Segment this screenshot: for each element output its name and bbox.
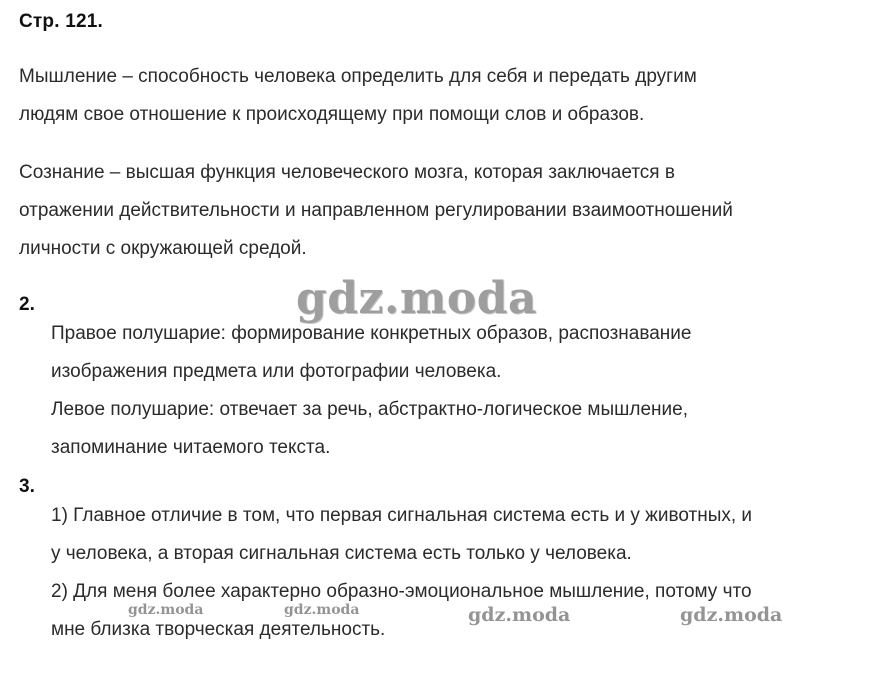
text-line: Правое полушарие: формирование конкретных образов, распознавание: [51, 323, 692, 344]
text-line: мне близка творческая деятельность.: [51, 619, 386, 640]
paragraph-consciousness: [19, 154, 849, 268]
paragraph-thinking: [19, 58, 849, 134]
text-line: Сознание – высшая функция человеческого мозга, которая заключается в: [19, 162, 675, 183]
text-line: людям свое отношение к происходящему при помощи слов и образов.: [19, 104, 645, 125]
watermark-small: gdz.moda: [128, 602, 204, 618]
text-line: Мышление – способность человека определить для себя и передать другим: [19, 66, 697, 87]
text-line: изображения предмета или фотографии человека.: [51, 361, 502, 382]
text-line: 1) Главное отличие в том, что первая сигнальная система есть и у животных, и: [51, 505, 753, 526]
watermark-small: gdz.moda: [680, 604, 783, 626]
item-2-body: [51, 315, 871, 467]
watermark-small: gdz.moda: [284, 602, 360, 618]
watermark-small: gdz.moda: [468, 604, 571, 626]
page-heading: Стр. 121.: [19, 11, 103, 32]
watermark-main: gdz.moda: [296, 273, 538, 324]
text-line: личности с окружающей средой.: [19, 238, 307, 259]
text-line: запоминание читаемого текста.: [51, 437, 331, 458]
text-line: 2) Для меня более характерно образно-эмоциональное мышление, потому что: [51, 581, 752, 602]
item-3-body: [51, 497, 871, 649]
text-line: Левое полушарие: отвечает за речь, абстрактно-логическое мышление,: [51, 399, 689, 420]
item-number-2: 2.: [19, 294, 35, 315]
item-number-3: 3.: [19, 476, 35, 497]
text-line: у человека, а вторая сигнальная система есть только у человека.: [51, 543, 632, 564]
text-line: отражении действительности и направленном регулировании взаимоотношений: [19, 200, 733, 221]
